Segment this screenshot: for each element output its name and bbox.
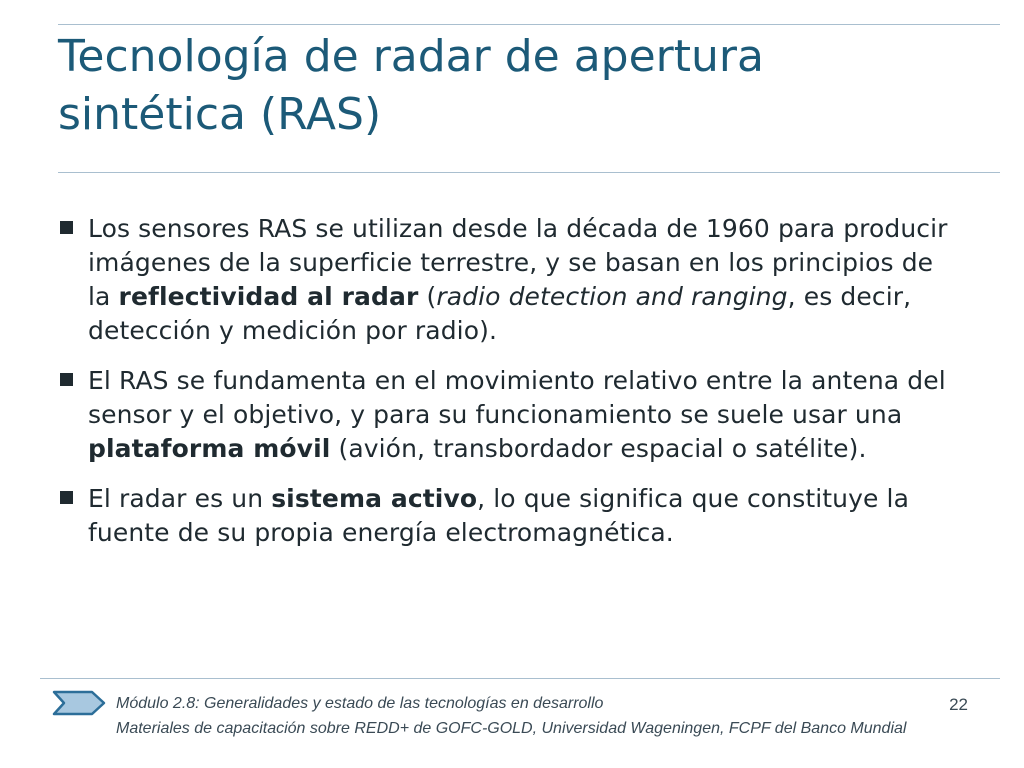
footer-divider [40,678,1000,679]
bullet-text [88,364,958,466]
page-number: 22 [949,695,968,714]
bullet-text-part: (avión, transbordador espacial o satélite). [330,434,867,463]
bullet-emphasis: plataforma móvil [88,434,331,463]
bullet-emphasis: sistema activo [271,484,478,513]
bullet-item [58,212,958,348]
slide-title-line2: sintética (RAS) [58,89,382,140]
bullet-text-part: ( [418,282,437,311]
footer-materials: Materiales de capacitación sobre REDD+ de GOFC-GOLD, Universidad Wageningen, FCPF del Banco Mundial [116,720,907,737]
square-bullet-icon [60,491,73,504]
square-bullet-icon [60,221,73,234]
bullet-item [58,482,958,550]
bullet-item [58,364,958,466]
bullet-text [88,482,958,550]
bullet-text-part: El RAS se fundamenta en el movimiento relativo entre la antena del sensor y el objetivo, y para su funcionamiento se suele usar una [88,366,946,429]
slide-title [58,28,978,144]
bullet-emphasis: reflectividad al radar [118,282,419,311]
square-bullet-icon [60,373,73,386]
bullet-list [58,212,958,566]
bullet-text [88,212,958,348]
bullet-italic: radio detection and ranging [436,282,788,311]
bullet-text-part: Los sensores RAS se utilizan desde la década de 1960 para producir imágenes de la superficie terrestre, y se basan en los principios de la [88,214,948,311]
bullet-text-part: , es decir, detección y medición por radio). [88,282,912,345]
bullet-text-part: , lo que significa que constituye la fuente de su propia energía electromagnética. [88,484,910,547]
footer-module: Módulo 2.8: Generalidades y estado de las tecnologías en desarrollo [116,695,604,712]
slide-title-line1: Tecnología de radar de apertura [58,31,764,82]
chevron-right-icon [52,690,106,716]
title-divider [58,172,1000,173]
bullet-text-part: El radar es un [88,484,272,513]
top-divider [58,24,1000,25]
